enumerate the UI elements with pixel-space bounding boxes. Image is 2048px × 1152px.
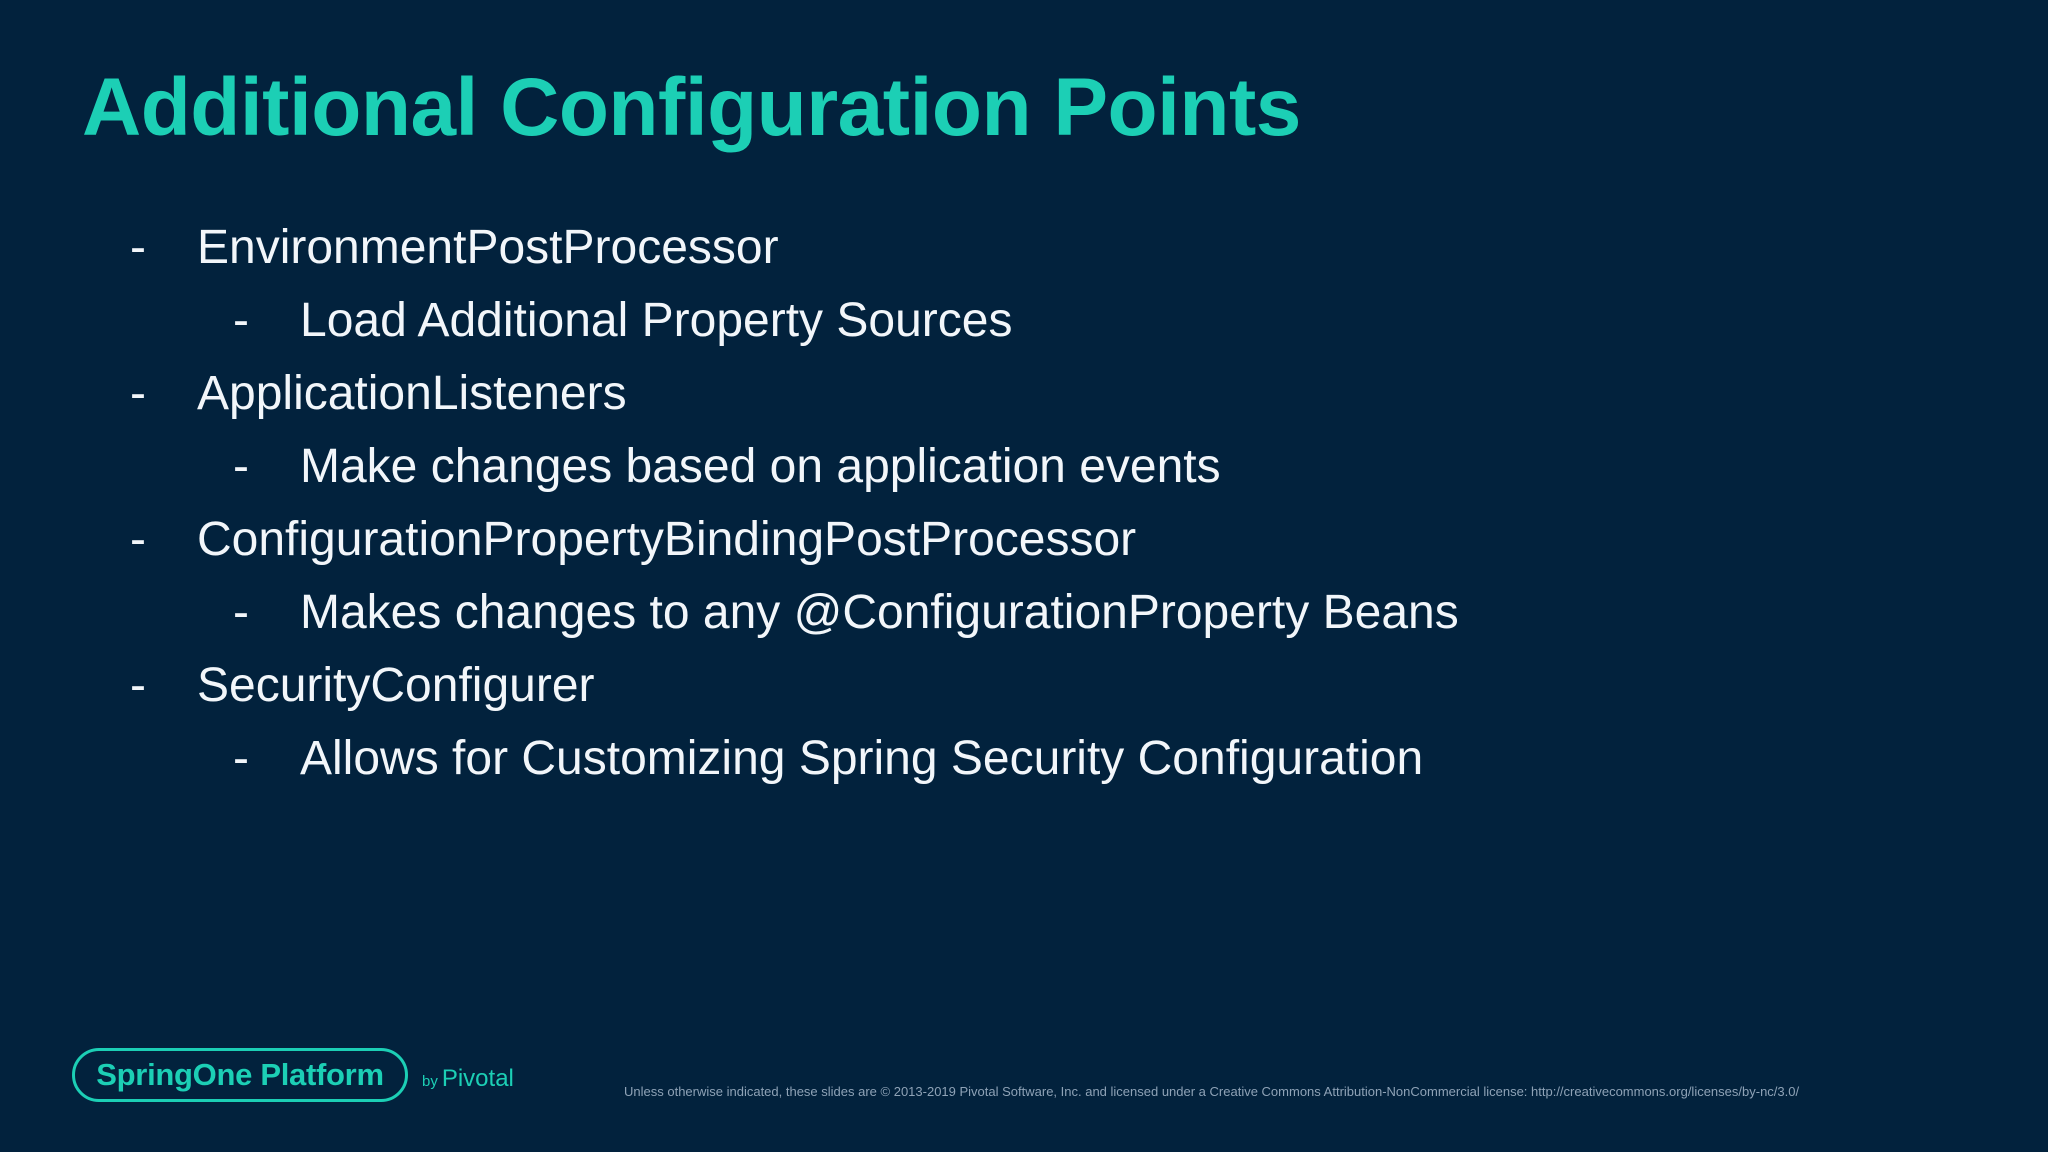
sub-bullet-item: [0, 284, 2048, 357]
bullet-text: Allows for Customizing Spring Security Configuration: [300, 732, 1424, 785]
by-text: by: [422, 1073, 438, 1090]
bullet-dash: -: [233, 586, 249, 639]
bullet-text: Makes changes to any @ConfigurationProperty Beans: [300, 586, 1459, 639]
bullet-text: ApplicationListeners: [197, 367, 627, 420]
pivotal-text: Pivotal: [441, 1065, 514, 1092]
bullet-dash: -: [233, 732, 249, 785]
bullet-text: Make changes based on application events: [300, 440, 1221, 493]
pivotal-logo: [422, 1064, 514, 1097]
bullet-text: SecurityConfigurer: [197, 659, 595, 712]
bullet-list: [0, 211, 2048, 795]
bullet-item: [0, 503, 2048, 576]
sub-bullet-item: [0, 722, 2048, 795]
bullet-text: Load Additional Property Sources: [300, 294, 1013, 347]
bullet-item: [0, 211, 2048, 284]
bullet-dash: -: [130, 513, 146, 566]
springone-platform-logo: [72, 1048, 408, 1102]
bullet-item: [0, 649, 2048, 722]
bullet-item: [0, 357, 2048, 430]
sub-bullet-item: [0, 576, 2048, 649]
bullet-dash: -: [130, 367, 146, 420]
slide-title: Additional Configuration Points: [82, 62, 1301, 153]
sub-bullet-item: [0, 430, 2048, 503]
bullet-dash: -: [233, 440, 249, 493]
bullet-text: EnvironmentPostProcessor: [197, 221, 779, 274]
bullet-text: ConfigurationPropertyBindingPostProcessor: [197, 513, 1137, 566]
bullet-dash: -: [130, 221, 146, 274]
logo-text: SpringOne Platform: [96, 1057, 384, 1092]
license-notice: Unless otherwise indicated, these slides are © 2013-2019 Pivotal Software, Inc. and licensed under a Creative Commons Attribution-NonCommercial license: http://creativecommons.org/licenses/by-nc/3.0/: [624, 1084, 1800, 1099]
bullet-dash: -: [130, 659, 146, 712]
bullet-dash: -: [233, 294, 249, 347]
